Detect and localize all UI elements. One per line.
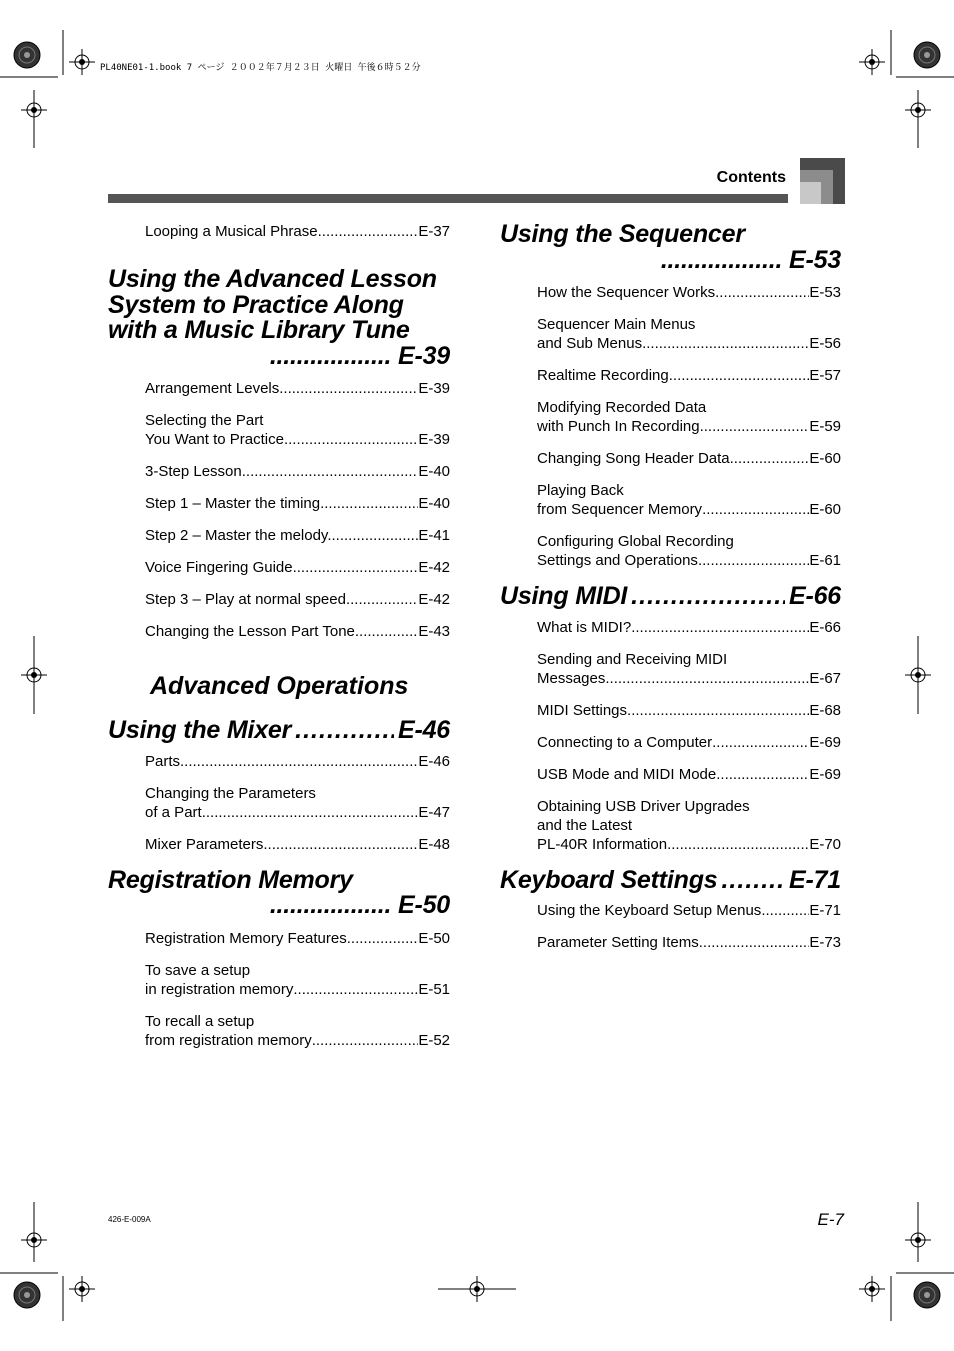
toc-entry[interactable]: Registration Memory Features ..... E-50 — [145, 929, 450, 948]
toc-entry[interactable]: To recall a setup from registration memory ..... E-52 — [145, 1012, 450, 1050]
toc-entry[interactable]: To save a setup in registration memory ..... E-51 — [145, 961, 450, 999]
document-code: 426-E-009A — [108, 1215, 151, 1224]
toc-entry[interactable]: Step 3 – Play at normal speed. ..... E-42 — [145, 590, 450, 609]
section-title-keyboard-settings[interactable]: Keyboard Settings ..... E-71 — [500, 868, 841, 894]
toc-entry[interactable]: Step 1 – Master the timing. ..... E-40 — [145, 494, 450, 513]
toc-entry[interactable]: Changing Song Header Data ..... E-60 — [537, 449, 841, 468]
toc-entry[interactable]: Looping a Musical Phrase ..... E-37 — [145, 222, 450, 241]
toc-entry[interactable]: How the Sequencer Works ..... E-53 — [537, 283, 841, 302]
page-number: E-7 — [817, 1210, 844, 1229]
section-title-registration-memory[interactable]: Registration Memory .................. E-50 — [108, 865, 450, 919]
toc-entry[interactable]: Sequencer Main Menus and Sub Menus ..... E-56 — [537, 315, 841, 353]
toc-entry[interactable]: Connecting to a Computer ..... E-69 — [537, 733, 841, 752]
toc-entry[interactable]: USB Mode and MIDI Mode ..... E-69 — [537, 765, 841, 784]
toc-entry[interactable]: Configuring Global Recording Settings and Operations ..... E-61 — [537, 532, 841, 570]
toc-entry[interactable]: Obtaining USB Driver Upgrades and the Latest PL-40R Information ..... E-70 — [537, 797, 841, 854]
toc-entry[interactable]: Playing Back from Sequencer Memory ..... E-60 — [537, 481, 841, 519]
print-header: PL40NE01-1.book 7 ページ ２００２年７月２３日 火曜日 午後６時５２分 — [100, 63, 421, 73]
toc-entry[interactable]: Voice Fingering Guide ..... E-42 — [145, 558, 450, 577]
toc-entry[interactable]: Changing the Parameters of a Part ..... E-47 — [145, 784, 450, 822]
toc-entry[interactable]: Parameter Setting Items ..... E-73 — [537, 933, 841, 952]
toc-entry[interactable]: Modifying Recorded Data with Punch In Recording ..... E-59 — [537, 398, 841, 436]
section-title-sequencer[interactable]: Using the Sequencer .................. E-53 — [500, 220, 841, 274]
section-title-advanced-lesson[interactable]: Using the Advanced Lesson System to Practice Along with a Music Library Tune .................. E-39 — [108, 265, 450, 370]
part-heading-advanced-operations: Advanced Operations — [150, 672, 409, 700]
toc-entry[interactable]: Realtime Recording ..... E-57 — [537, 366, 841, 385]
toc-entry[interactable]: 3-Step Lesson ..... E-40 — [145, 462, 450, 481]
toc-entry[interactable]: Selecting the Part You Want to Practice ..... E-39 — [145, 411, 450, 449]
toc-entry[interactable]: Mixer Parameters ..... E-48 — [145, 835, 450, 854]
toc-entry[interactable]: Parts ..... E-46 — [145, 752, 450, 771]
toc-entry[interactable]: Step 2 – Master the melody. ..... E-41 — [145, 526, 450, 545]
toc-entry[interactable]: Sending and Receiving MIDI Messages ..... E-67 — [537, 650, 841, 688]
section-title-midi[interactable]: Using MIDI ..... E-66 — [500, 584, 841, 610]
toc-entry[interactable]: Changing the Lesson Part Tone ..... E-43 — [145, 622, 450, 641]
toc-entry[interactable]: Arrangement Levels ..... E-39 — [145, 379, 450, 398]
section-title-mixer[interactable]: Using the Mixer ..... E-46 — [108, 718, 450, 744]
toc-entry[interactable]: MIDI Settings ..... E-68 — [537, 701, 841, 720]
toc-entry[interactable]: What is MIDI? ..... E-66 — [537, 618, 841, 637]
contents-label: Contents — [716, 169, 786, 186]
toc-entry[interactable]: Using the Keyboard Setup Menus ..... E-71 — [537, 901, 841, 920]
